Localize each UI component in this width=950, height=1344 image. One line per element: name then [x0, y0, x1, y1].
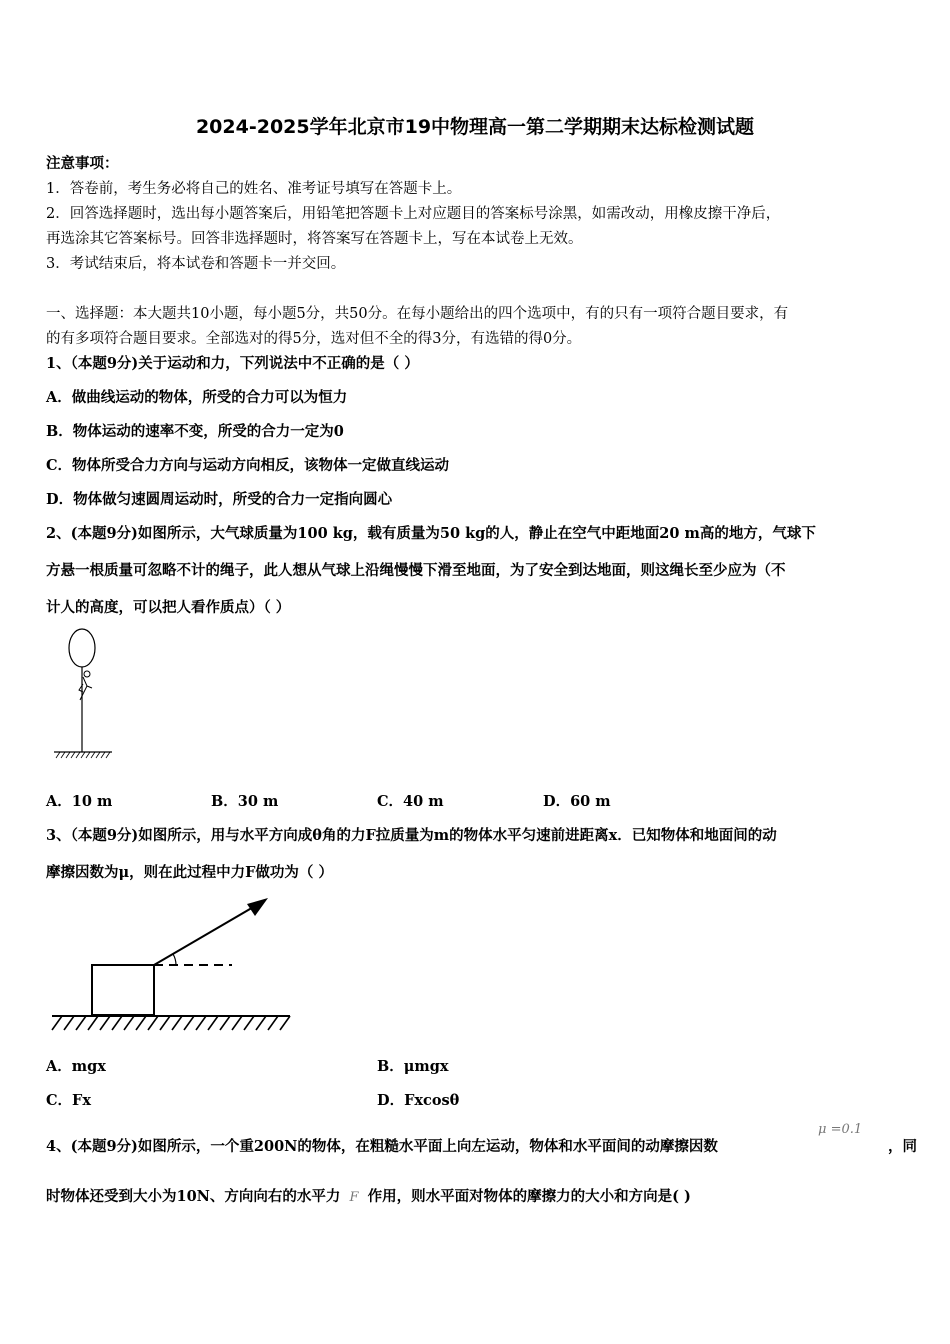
page-title: 2024-2025学年北京市19中物理高一第二学期期末达标检测试题	[195, 116, 755, 138]
q3-stem-line1: 3、（本题9分)如图所示，用与水平方向成θ角的力F拉质量为m的物体水平匀速前进距离x．已知物体和地面间的动	[46, 827, 777, 844]
balloon	[69, 629, 95, 667]
q1-stem: 1、（本题9分)关于运动和力，下列说法中不正确的是（ ）	[46, 355, 419, 372]
q4-stem-line2	[46, 1185, 906, 1206]
q4-stem-line1-end: ，同	[888, 1138, 917, 1155]
ground-hatch	[56, 752, 110, 758]
q2-stem-line1: 2、(本题9分)如图所示，大气球质量为100 kg，载有质量为50 kg的人，静止在空气中距地面20 m高的地方，气球下	[46, 525, 816, 542]
q4-stem-line2b: 作用，则水平面对物体的摩擦力的大小和方向是( )	[367, 1188, 691, 1205]
q2-option-c: C．40 m	[377, 793, 444, 810]
angle-arc	[173, 954, 176, 965]
person	[79, 671, 92, 700]
section-instructions-line1: 一、选择题：本大题共10小题，每小题5分，共50分。在每小题给出的四个选项中，有的只有一项符合题目要求，有	[46, 306, 789, 322]
q2-stem-line3: 计人的高度，可以把人看作质点）（ ）	[46, 599, 291, 616]
q1-option-b: B．物体运动的速率不变，所受的合力一定为0	[46, 423, 344, 440]
notice-item-1: 1．答卷前，考生务必将自己的姓名、准考证号填写在答题卡上。	[46, 181, 462, 197]
q4-force-symbol: F	[349, 1190, 359, 1205]
notice-item-2-cont: 再选涂其它答案标号。回答非选择题时，将答案写在答题卡上，写在本试卷上无效。	[46, 231, 583, 247]
q3-option-c: C．Fx	[46, 1092, 91, 1109]
notice-item-3: 3．考试结束后，将本试卷和答题卡一并交回。	[46, 256, 346, 272]
q3-option-d: D．Fxcosθ	[377, 1092, 460, 1109]
q2-stem-line2: 方悬一根质量可忽略不计的绳子，此人想从气球上沿绳慢慢下滑至地面，为了安全到达地面，则这绳长至少应为（不	[46, 562, 786, 579]
q2-option-d: D．60 m	[543, 793, 611, 810]
q3-option-a: A．mgx	[46, 1058, 106, 1075]
q1-option-a: A．做曲线运动的物体，所受的合力可以为恒力	[46, 389, 348, 406]
force-line	[154, 902, 262, 965]
q2-option-b: B．30 m	[211, 793, 279, 810]
q1-option-d: D．物体做匀速圆周运动时，所受的合力一定指向圆心	[46, 491, 393, 508]
q4-stem-line1	[46, 1122, 917, 1156]
ground-hatch	[52, 1016, 290, 1030]
q2-option-a: A．10 m	[46, 793, 113, 810]
block-force-figure	[50, 888, 300, 1036]
section-instructions-line2: 的有多项符合题目要求。全部选对的得5分，选对但不全的得3分，有选错的得0分。	[46, 331, 582, 347]
notice-heading: 注意事项：	[46, 155, 119, 172]
q3-option-b: B．μmgx	[377, 1058, 449, 1075]
force-arrowhead	[247, 898, 268, 916]
q3-stem-line2: 摩擦因数为μ，则在此过程中力F做功为（ ）	[46, 864, 333, 881]
notice-item-2: 2．回答选择题时，选出每小题答案后，用铅笔把答题卡上对应题目的答案标号涂黑，如需改动，用橡皮擦干净后，	[46, 206, 781, 222]
q1-option-c: C．物体所受合力方向与运动方向相反，该物体一定做直线运动	[46, 457, 450, 474]
q4-mu-value: μ =0.1	[818, 1122, 863, 1137]
block	[92, 965, 154, 1015]
q4-stem-line2a: 时物体还受到大小为10N、方向向右的水平力	[46, 1188, 341, 1205]
balloon-figure	[50, 628, 120, 763]
q4-stem-line1-text: 4、(本题9分)如图所示，一个重200N的物体，在粗糙水平面上向左运动，物体和水平面间的动摩擦因数	[46, 1138, 718, 1155]
